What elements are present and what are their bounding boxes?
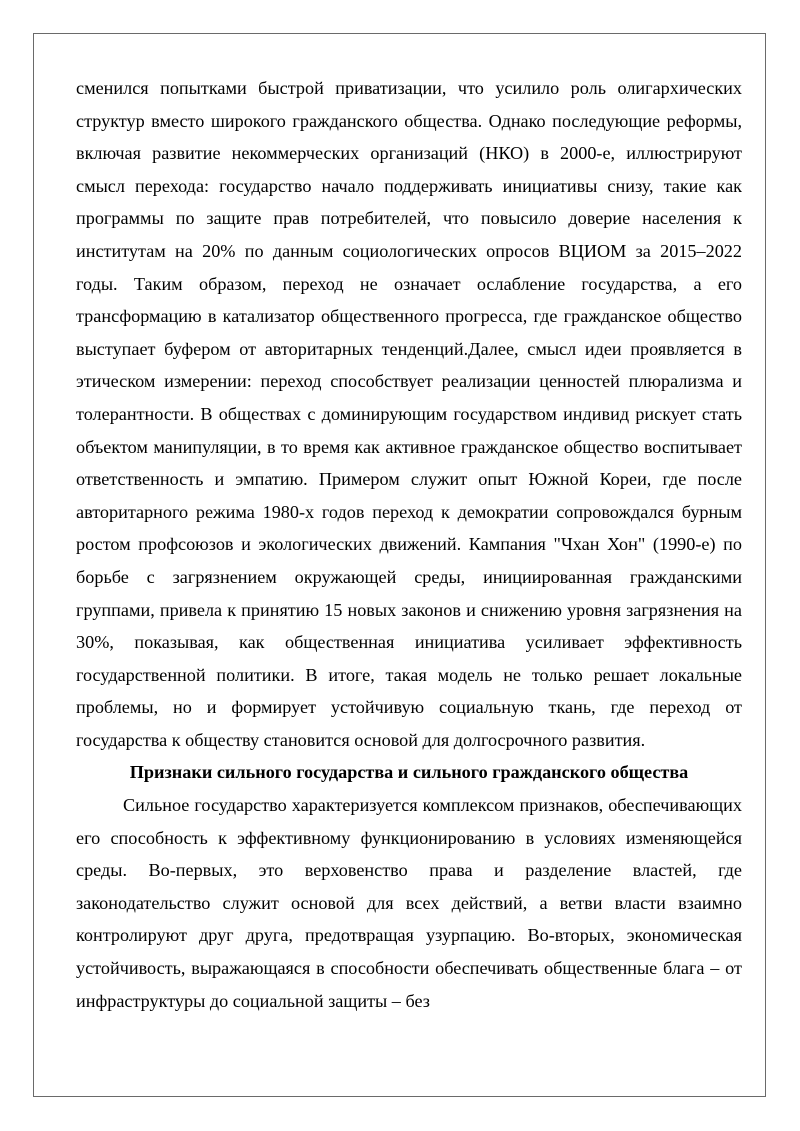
body-paragraph: сменился попытками быстрой приватизации, что усилило роль олигархических структур вместо широкого гражданского общества. Однако последующие реформы, включая развитие некоммерческих организаций (НКО) в 2000-е, иллюстрируют смысл перехода: государство начало поддерживать инициативы снизу, такие как программы по защите прав потребителей, что повысило доверие населения к институтам на 20% по данным социологических опросов ВЦИОМ за 2015–2022 годы. Таким образом, переход не означает ослабление государства, а его трансформацию в катализатор общественного прогресса, где гражданское общество выступает буфером от авторитарных тенденций.Далее, смысл идеи проявляется в этическом измерении: переход способствует реализации ценностей плюрализма и толерантности. В обществах с доминирующим государством индивид рискует стать объектом манипуляции, в то время как активное гражданское общество воспитывает ответственность и эмпатию. Примером служит опыт Южной Кореи, где после авторитарного режима 1980-х годов переход к демократии сопровождался бурным ростом профсоюзов и экологических движений. Кампания "Чхан Хон" (1990-е) по борьбе с загрязнением окружающей среды, инициированная гражданскими группами, привела к принятию 15 новых законов и снижению уровня загрязнения на 30%, показывая, как общественная инициатива усиливает эффективность государственной политики. В итоге, такая модель не только решает локальные проблемы, но и формирует устойчивую социальную ткань, где переход от государства к обществу становится основой для долгосрочного развития. — [76, 78, 742, 750]
section-heading: Признаки сильного государства и сильного гражданского общества — [129, 762, 689, 783]
body-paragraph: Сильное государство характеризуется комплексом признаков, обеспечивающих его способность к эффективному функционированию в условиях изменяющейся среды. Во-первых, это верховенство права и разделение властей, где законодательство служит основой для всех действий, а ветви власти взаимно контролируют друг друга, предотвращая узурпацию. Во-вторых, экономическая устойчивость, выражающаяся в способности обеспечивать общественные блага – от инфраструктуры до социальной защиты – без — [76, 795, 742, 1011]
document-body — [76, 72, 742, 1017]
